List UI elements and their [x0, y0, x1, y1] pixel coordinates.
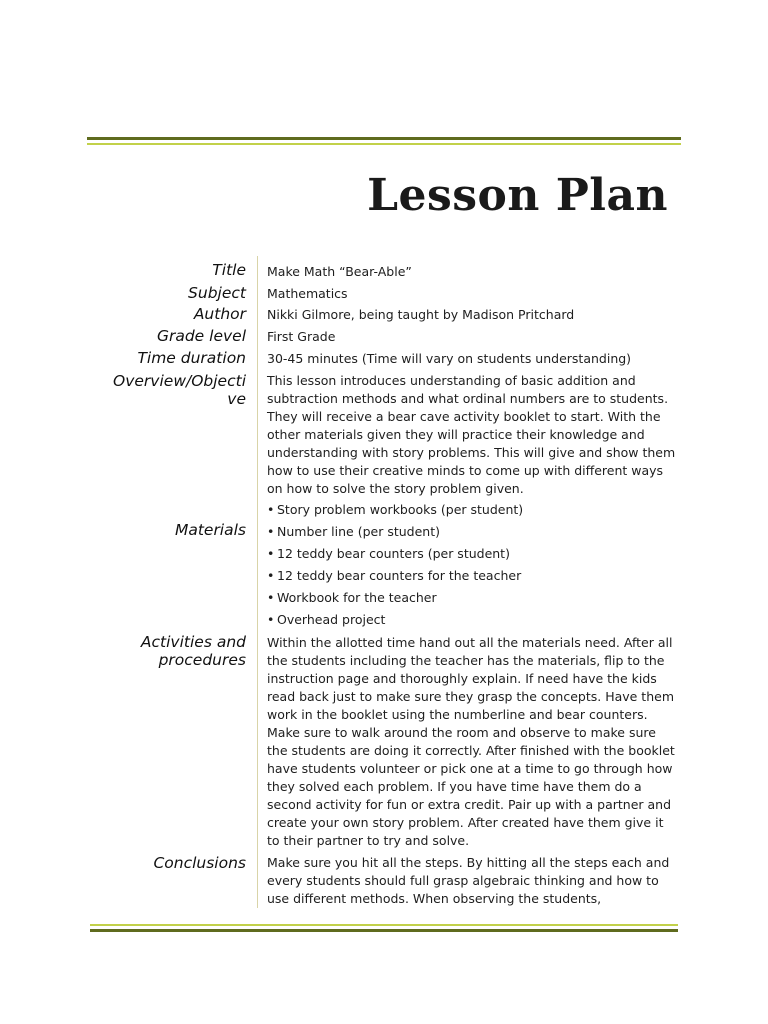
- bullet-icon: •: [267, 524, 275, 539]
- list-item: [267, 545, 677, 567]
- field-value: First Grade: [267, 329, 336, 344]
- footer-rule: [90, 924, 678, 932]
- field-label: Title: [212, 261, 246, 279]
- materials-list-wrap: [267, 501, 677, 633]
- field-value: 30-45 minutes (Time will vary on students understanding): [267, 351, 632, 366]
- list-item-text: Number line (per student): [277, 524, 440, 539]
- list-item: [267, 523, 677, 545]
- field-label: [92, 372, 246, 408]
- list-item: [267, 567, 677, 589]
- list-item-text: Story problem workbooks (per student): [277, 502, 524, 517]
- field-value: Within the allotted time hand out all the materials need. After all the students including the teacher has the materials, flip to the instruction page and thoroughly explain. If need have the kids read back just to make sure they grasp the concepts. Have them work in the booklet using the numberline and bear counters. Make sure to walk around the room and observe to make sure the students are doing it correctly. After finished with the booklet have students volunteer or pick one at a time to go through how they solved each problem. If you have time have them do a second activity for fun or extra credit. Pair up with a partner and create your own story problem. After created have them give it to their partner to try and solve.: [267, 635, 675, 848]
- list-item-text: 12 teddy bear counters for the teacher: [277, 568, 522, 583]
- bullet-icon: •: [267, 568, 275, 583]
- field-label: Time duration: [137, 349, 246, 367]
- field-label-line: ve: [227, 390, 246, 408]
- field-value: Make sure you hit all the steps. By hitting all the steps each and every students should full grasp algebraic thinking and how to use different methods. When observing the students,: [267, 855, 670, 906]
- list-item: [267, 501, 677, 523]
- list-item: [267, 611, 677, 633]
- field-label-line: procedures: [158, 651, 246, 669]
- bullet-icon: •: [267, 502, 275, 517]
- field-label-line: Overview/Objecti: [113, 372, 246, 390]
- field-value: Make Math “Bear-Able”: [267, 264, 412, 279]
- field-value: Mathematics: [267, 286, 348, 301]
- page-title: Lesson Plan: [367, 170, 668, 221]
- field-label-line: Activities and: [140, 633, 246, 651]
- field-label: Author: [193, 305, 246, 323]
- field-label: [92, 633, 246, 669]
- bullet-icon: •: [267, 612, 275, 627]
- field-label: Conclusions: [153, 854, 246, 872]
- field-value: Nikki Gilmore, being taught by Madison Pritchard: [267, 307, 575, 322]
- field-label: Materials: [174, 521, 246, 539]
- header-rule: [87, 137, 681, 145]
- bullet-icon: •: [267, 546, 275, 561]
- field-label: Grade level: [156, 327, 246, 345]
- column-divider: [257, 256, 258, 908]
- list-item: [267, 589, 677, 611]
- list-item-text: Workbook for the teacher: [277, 590, 437, 605]
- list-item-text: Overhead project: [277, 612, 386, 627]
- field-value: This lesson introduces understanding of basic addition and subtraction methods and what ordinal numbers are to students. They will receive a bear cave activity booklet to start. With the other materials given they will practice their knowledge and understanding with story problems. This will give and show them how to use their creative minds to come up with different ways on how to solve the story problem given.: [267, 373, 676, 496]
- bullet-icon: •: [267, 590, 275, 605]
- list-item-text: 12 teddy bear counters (per student): [277, 546, 510, 561]
- materials-list: [267, 501, 677, 633]
- field-label: Subject: [188, 284, 246, 302]
